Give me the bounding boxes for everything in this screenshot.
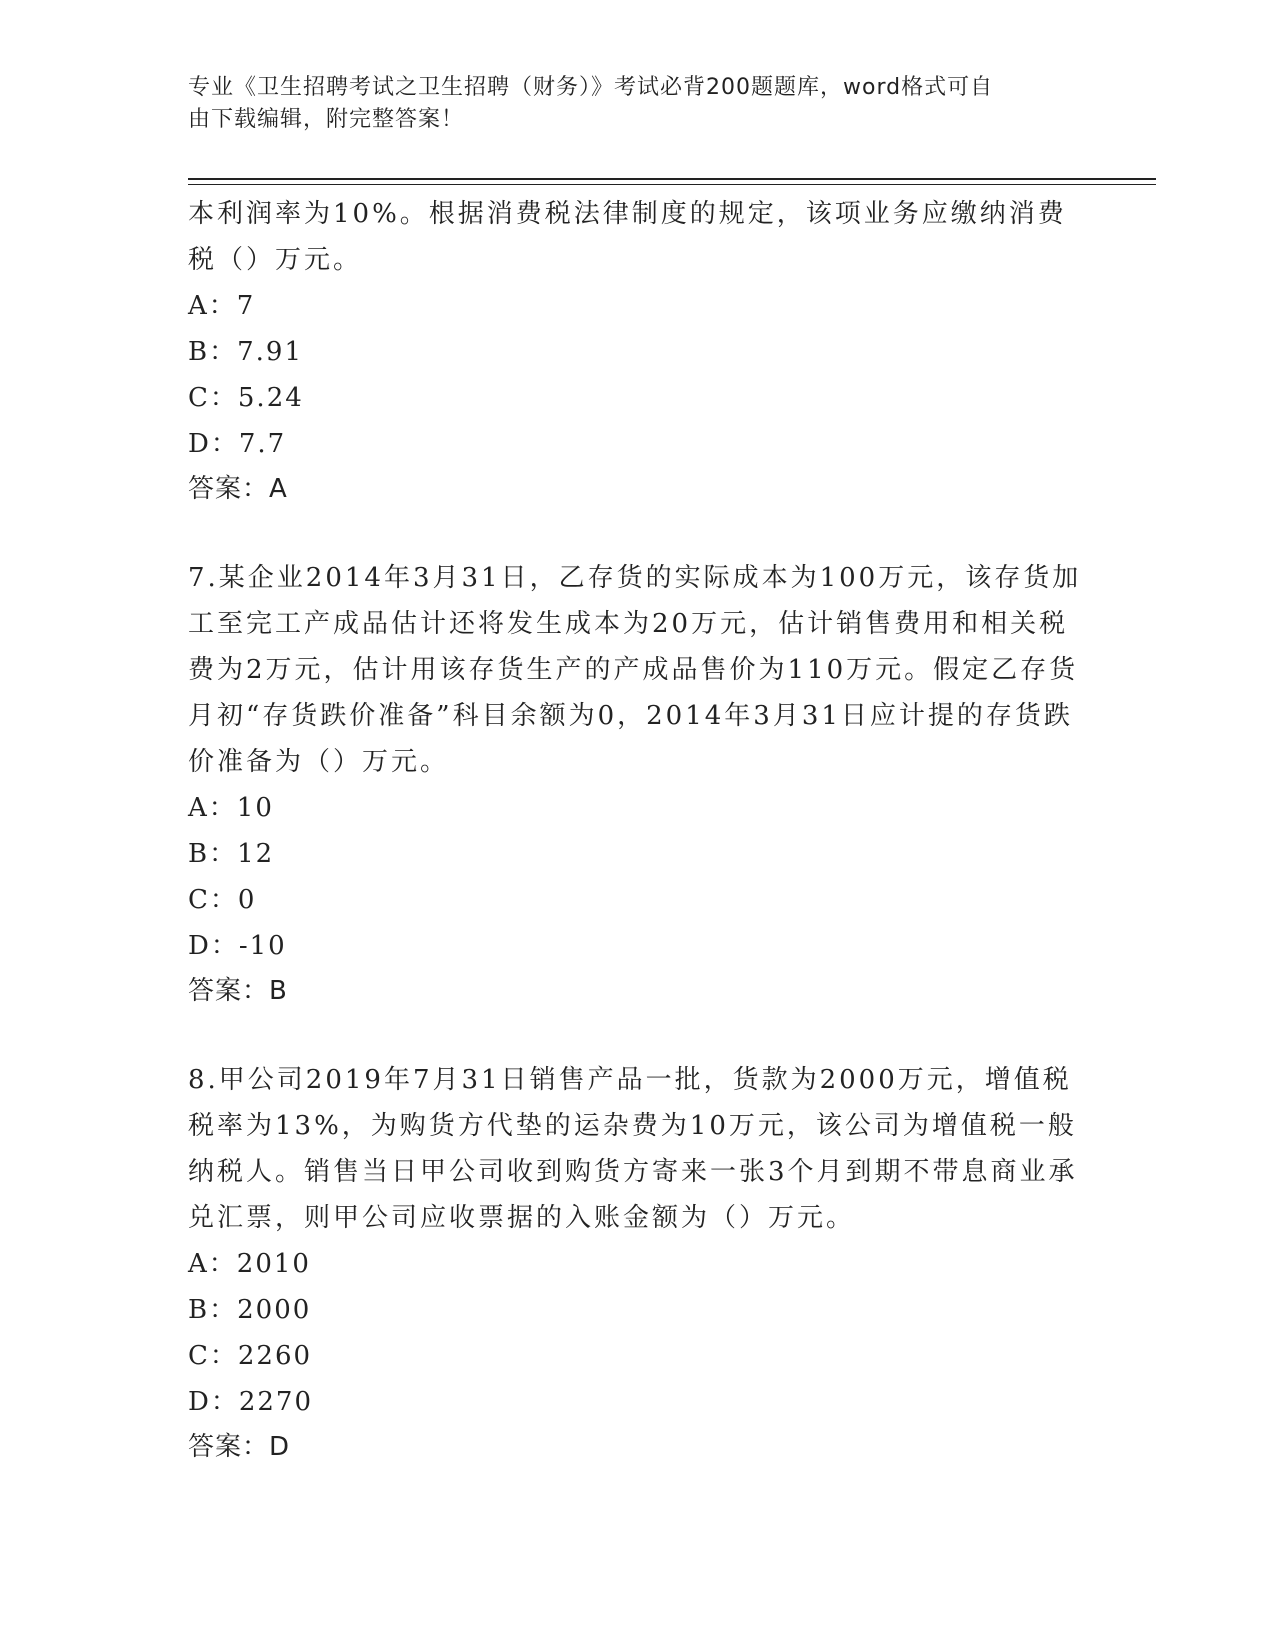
option-b: B：7.91 (188, 337, 303, 367)
option-a: A：2010 (188, 1249, 311, 1279)
header-divider-thin (188, 184, 1156, 185)
answer-line: 答案：A (188, 474, 288, 504)
option-c: C：2260 (188, 1341, 313, 1371)
option-c: C：0 (188, 885, 257, 915)
option-b: B：2000 (188, 1295, 312, 1325)
question-text: 7.某企业2014年3月31日，乙存货的实际成本为100万元，该存货加工至完工产成品估计还将发生成本为20万元，估计销售费用和相关税费为2万元，估计用该存货生产的产成品售价为110万元。假定乙存货月初“存货跌价准备”科目余额为0，2014年3月31日应计提的存货跌价准备为（）万元。 (188, 563, 1082, 777)
option-a: A：7 (188, 291, 256, 321)
question-text: 本利润率为10%。根据消费税法律制度的规定，该项业务应缴纳消费税（）万元。 (188, 199, 1067, 275)
document-content (188, 191, 1088, 1469)
header-title-line-1: 专业《卫生招聘考试之卫生招聘（财务）》考试必背200题题库，word格式可自 (188, 75, 994, 100)
answer-line: 答案：D (188, 1432, 291, 1462)
document-header (188, 72, 1068, 136)
header-divider-thick (188, 178, 1156, 180)
question-7 (188, 555, 1088, 1013)
option-d: D：7.7 (188, 429, 287, 459)
option-b: B：12 (188, 839, 275, 869)
header-title-line-2: 由下载编辑，附完整答案！ (188, 107, 465, 132)
option-a: A：10 (188, 793, 274, 823)
question-text: 8.甲公司2019年7月31日销售产品一批，货款为2000万元，增值税税率为13%，为购货方代垫的运杂费为10万元，该公司为增值税一般纳税人。销售当日甲公司收到购货方寄来一张3个月到期不带息商业承兑汇票，则甲公司应收票据的入账金额为（）万元。 (188, 1065, 1078, 1233)
question-8 (188, 1057, 1088, 1469)
question-continued (188, 191, 1088, 511)
answer-line: 答案：B (188, 976, 288, 1006)
option-d: D：-10 (188, 931, 287, 961)
option-c: C：5.24 (188, 383, 304, 413)
option-d: D：2270 (188, 1387, 314, 1417)
